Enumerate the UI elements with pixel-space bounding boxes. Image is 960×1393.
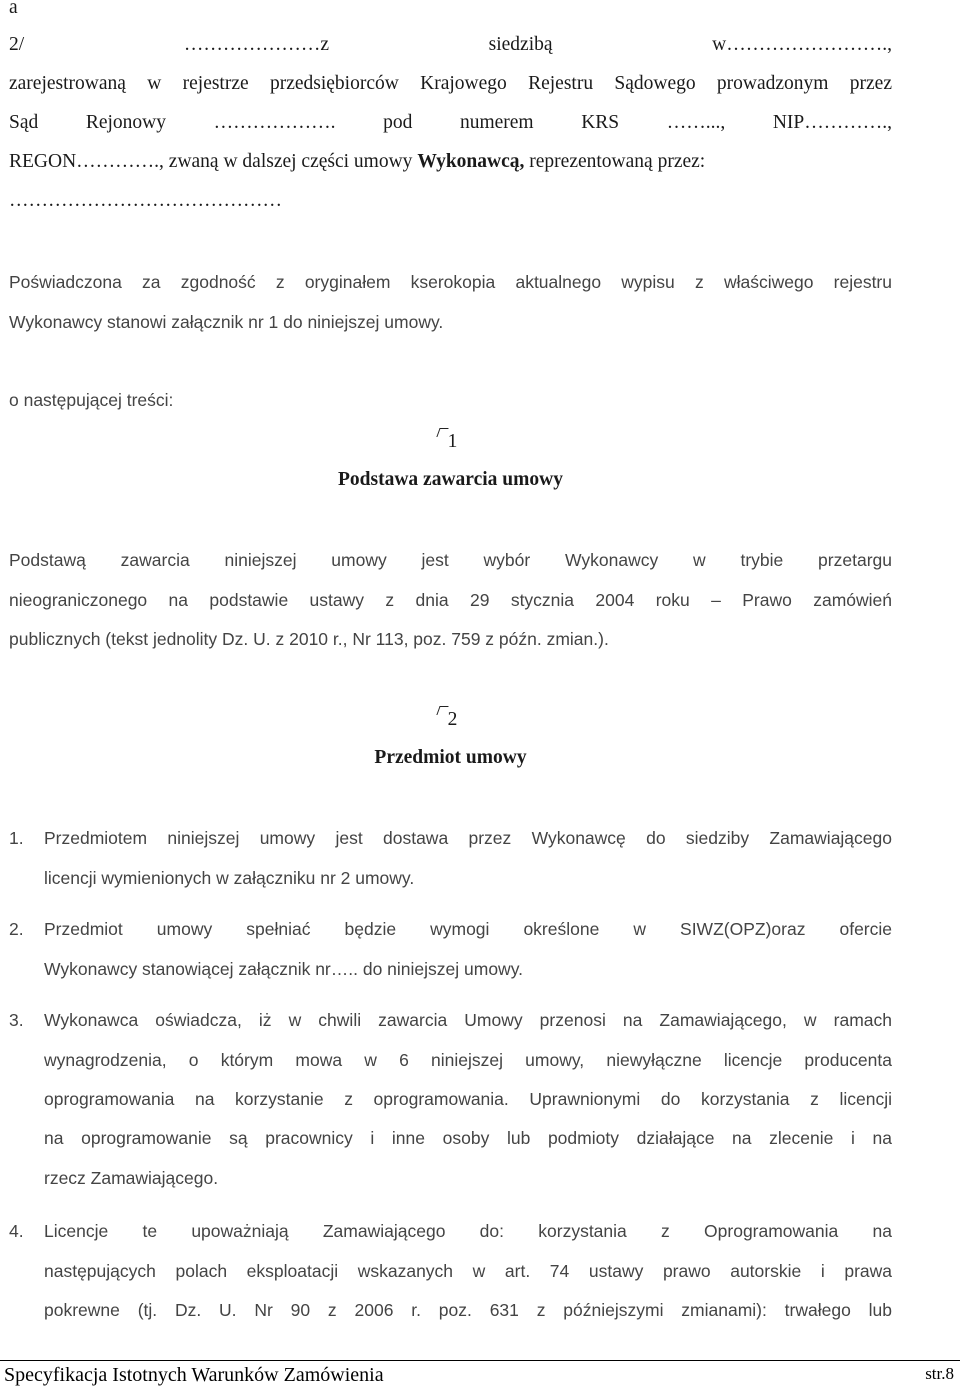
list-item-line: następujących polach eksploatacji wskazanych w art. 74 ustawy prawo autorskie i prawa xyxy=(44,1261,892,1281)
party2-line-5: …………………………………… xyxy=(9,190,282,211)
party2-line-2: zarejestrowaną w rejestrze przedsiębiorców Krajowego Rejestru Sądowego prowadzonym przez xyxy=(9,73,892,94)
section-2-title: Przedmiot umowy xyxy=(374,747,527,768)
list-item-line: Wykonawca oświadcza, iż w chwili zawarcia Umowy przenosi na Zamawiającego, w ramach xyxy=(44,1010,892,1030)
content-lead: o następującej treści: xyxy=(9,390,174,410)
list-item-line: Wykonawcy stanowiącej załącznik nr….. do niniejszej umowy. xyxy=(44,959,524,979)
list-item-line: Licencje te upoważniają Zamawiającego do: korzystania z Oprogramowania na xyxy=(44,1221,892,1241)
contractor-term: Wykonawcą, xyxy=(417,151,525,172)
list-item-line: pokrewne (tj. Dz. U. Nr 90 z 2006 r. poz. 631 z późniejszymi zmianami): trwałego lub xyxy=(44,1300,892,1320)
list-item-number: 1. xyxy=(9,828,24,848)
section-1-number-text: 1 xyxy=(444,430,458,454)
list-item-line: rzecz Zamawiającego. xyxy=(44,1168,219,1188)
party2-line-1: 2/ …………………z siedzibą w……………………., xyxy=(9,34,892,55)
section-1-number xyxy=(9,430,892,454)
party2-line-4-prefix: REGON…………., zwaną w dalszej części umowy xyxy=(9,151,418,172)
footer-document-title: Specyfikacja Istotnych Warunków Zamówienia xyxy=(4,1364,384,1386)
list-item-number: 4. xyxy=(9,1221,24,1241)
section-1-title: Podstawa zawarcia umowy xyxy=(338,469,563,490)
list-item-line: oprogramowania na korzystanie z oprogramowania. Uprawnionymi do korzystania z licencji xyxy=(44,1089,892,1109)
party2-line-4 xyxy=(9,150,892,174)
list-item-line: wynagrodzenia, o którym mowa w 6 niniejszej umowy, niewyłączne licencje producenta xyxy=(44,1050,892,1070)
footer-page-number: str.8 xyxy=(925,1364,954,1383)
section-2-number xyxy=(9,708,892,732)
list-item-number: 2. xyxy=(9,919,24,939)
stray-letter: a xyxy=(9,0,18,18)
section-1-line-3: publicznych (tekst jednolity Dz. U. z 2010 r., Nr 113, poz. 759 z późn. zmian.). xyxy=(9,629,609,649)
party2-line-4-suffix: reprezentowaną przez: xyxy=(524,151,706,172)
section-1-line-1: Podstawą zawarcia niniejszej umowy jest wybór Wykonawcy w trybie przetargu xyxy=(9,550,892,570)
list-item-line: licencji wymienionych w załączniku nr 2 umowy. xyxy=(44,868,415,888)
party2-line-3: Sąd Rejonowy ………………. pod numerem KRS ……..., NIP…………., xyxy=(9,112,892,133)
footer-divider xyxy=(0,1360,960,1361)
section-1-line-2: nieograniczonego na podstawie ustawy z dnia 29 stycznia 2004 roku – Prawo zamówień xyxy=(9,590,892,610)
list-item-line: Przedmiot umowy spełniać będzie wymogi określone w SIWZ(OPZ)oraz ofercie xyxy=(44,919,892,939)
attachment-note-line-1: Poświadczona za zgodność z oryginałem kserokopia aktualnego wypisu z właściwego rejestru xyxy=(9,272,892,292)
list-item-line: na oprogramowanie są pracownicy i inne osoby lub podmioty działające na zlecenie i na xyxy=(44,1128,892,1148)
section-2-number-text: 2 xyxy=(444,708,458,732)
list-item-number: 3. xyxy=(9,1010,24,1030)
attachment-note-line-2: Wykonawcy stanowi załącznik nr 1 do niniejszej umowy. xyxy=(9,312,444,332)
list-item-line: Przedmiotem niniejszej umowy jest dostawa przez Wykonawcę do siedziby Zamawiającego xyxy=(44,828,892,848)
